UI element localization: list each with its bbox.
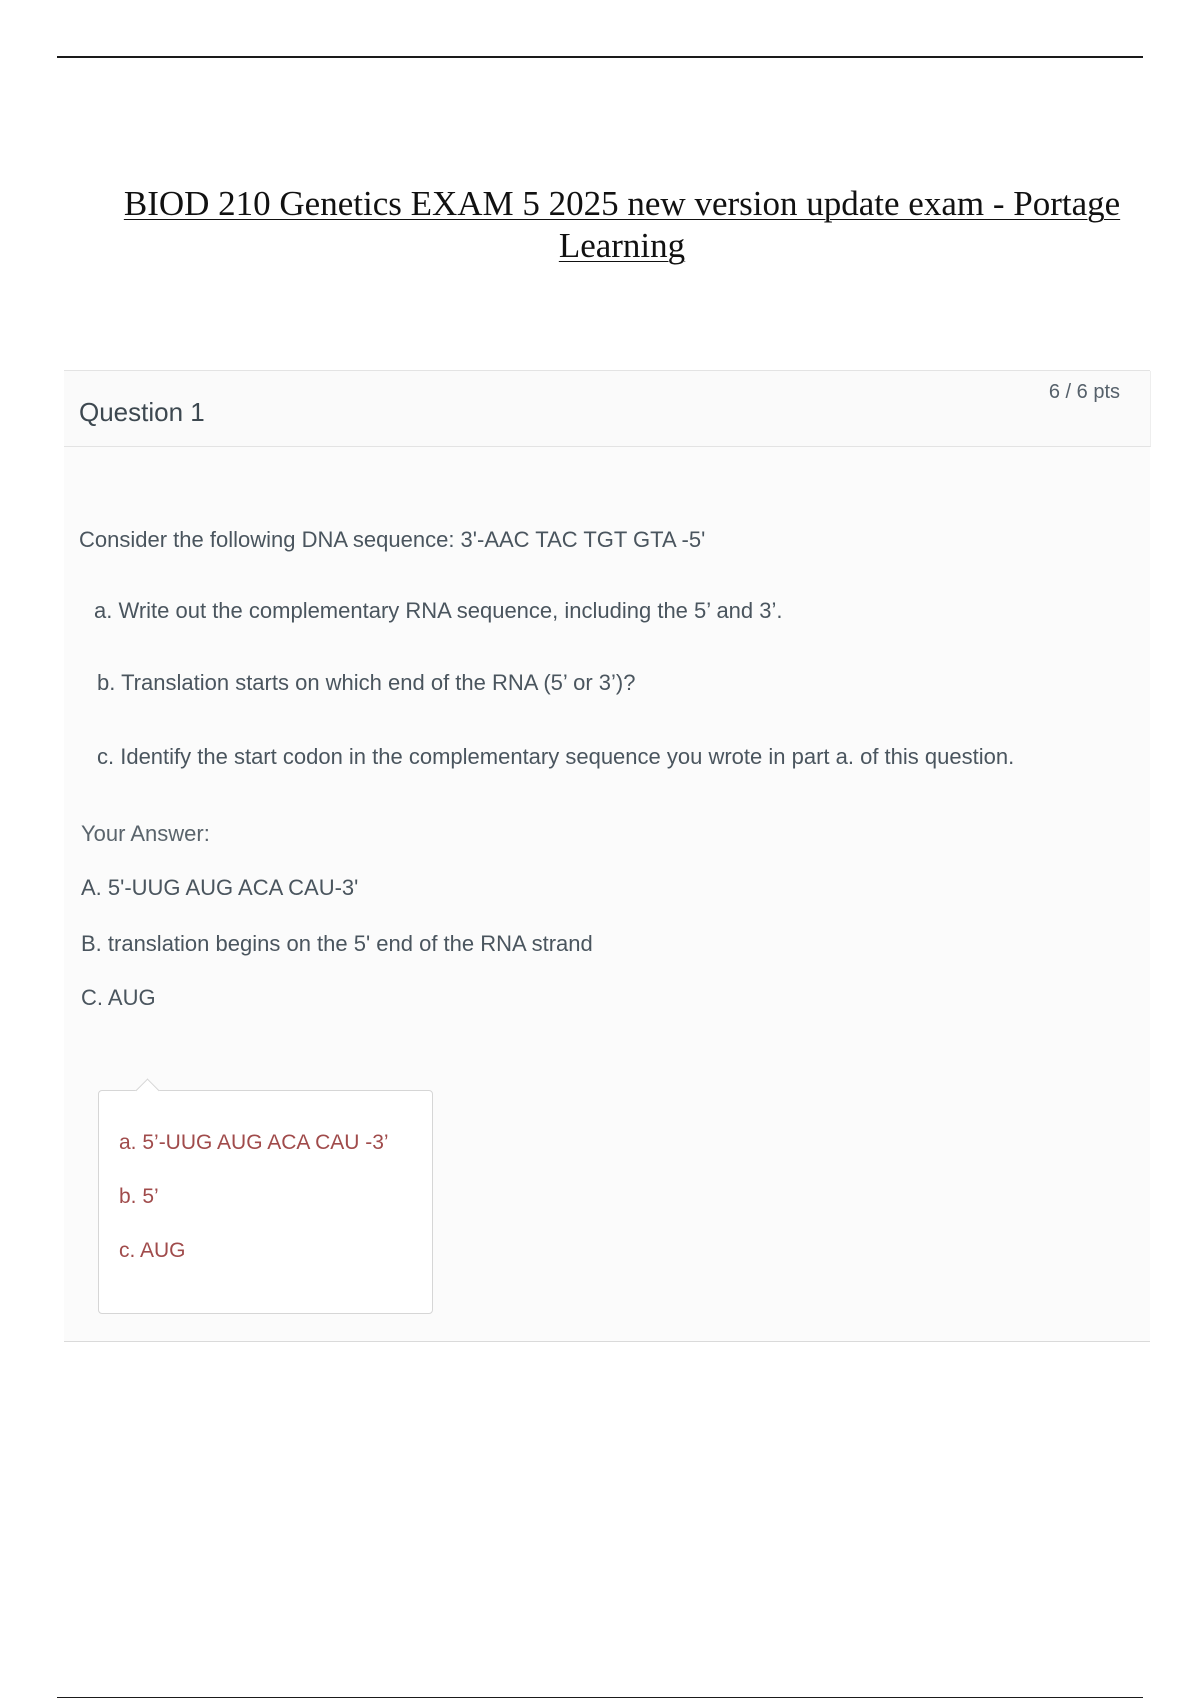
feedback-b: b. 5’ — [119, 1185, 159, 1208]
question-part-b: b. Translation starts on which end of the RNA (5’ or 3’)? — [97, 670, 636, 695]
your-answer-label: Your Answer: — [81, 821, 210, 846]
question-part-a: a. Write out the complementary RNA sequence, including the 5’ and 3’. — [94, 598, 783, 623]
top-rule — [57, 56, 1143, 58]
question-points: 6 / 6 pts — [1048, 381, 1120, 403]
question-prompt: Consider the following DNA sequence: 3'-AAC TAC TGT GTA -5' — [79, 527, 706, 552]
question-body — [64, 447, 1150, 1341]
document-title: BIOD 210 Genetics EXAM 5 2025 new version update exam - Portage Learning — [123, 184, 1121, 265]
answer-a: A. 5'-UUG AUG ACA CAU-3' — [81, 875, 359, 900]
grader-feedback-box — [98, 1090, 433, 1314]
answer-b: B. translation begins on the 5' end of the RNA strand — [81, 931, 593, 956]
feedback-c: c. AUG — [119, 1239, 186, 1262]
feedback-pointer — [135, 1078, 159, 1102]
question-card — [64, 370, 1150, 1342]
question-part-c: c. Identify the start codon in the complementary sequence you wrote in part a. of this question. — [97, 744, 1015, 769]
answer-c: C. AUG — [81, 985, 156, 1010]
question-title: Question 1 — [79, 397, 205, 427]
question-header — [64, 371, 1151, 447]
feedback-a: a. 5’-UUG AUG ACA CAU -3’ — [119, 1131, 389, 1154]
bottom-rule — [57, 1697, 1143, 1698]
